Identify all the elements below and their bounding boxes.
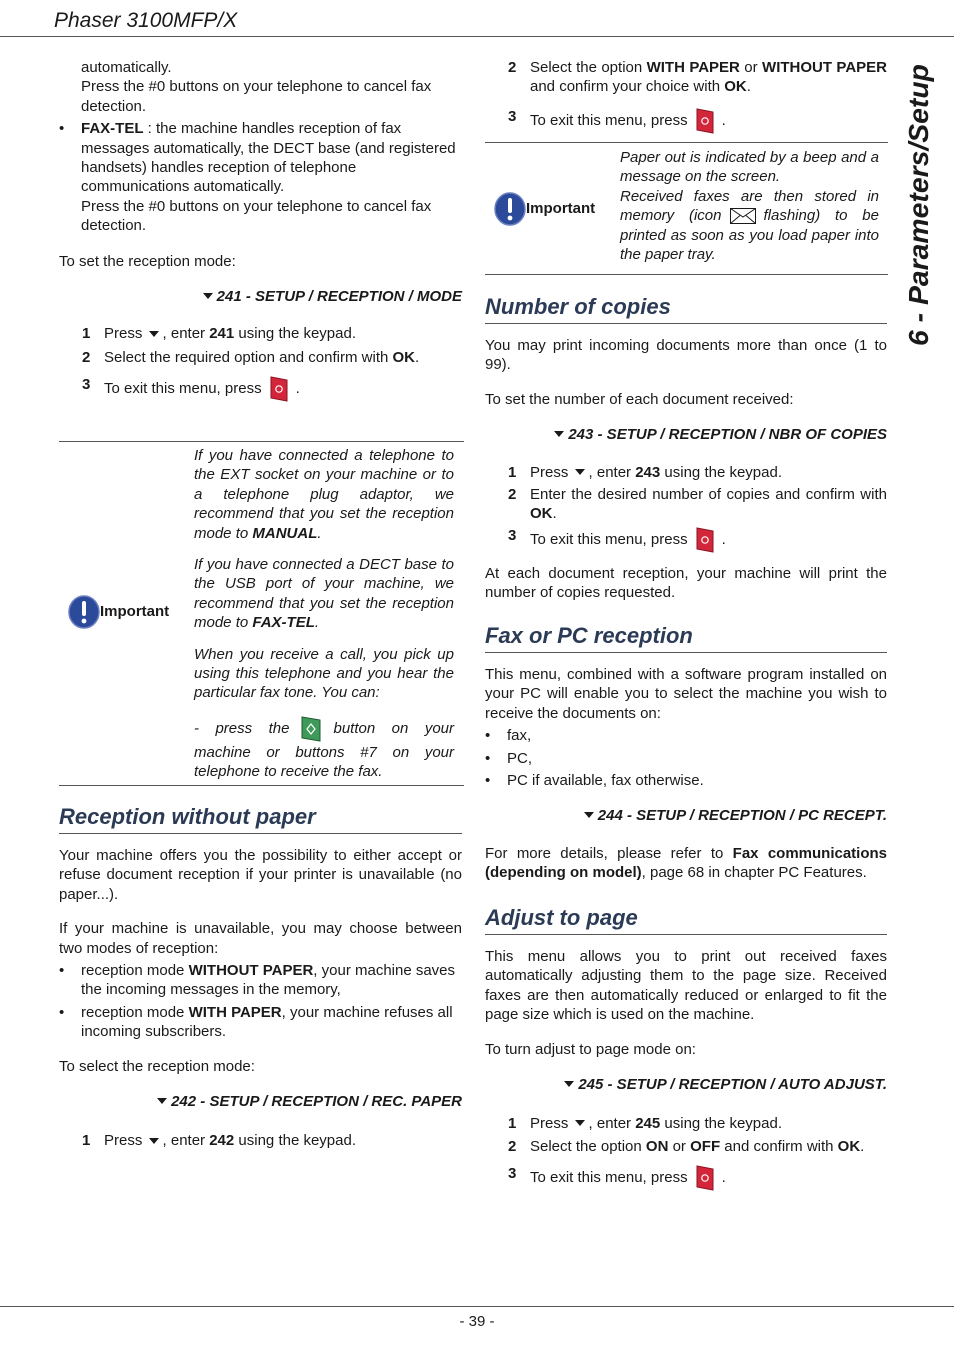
bullet-item: • PC if available, fax otherwise. bbox=[485, 772, 704, 790]
paragraph: To turn adjust to page mode on: bbox=[485, 1040, 696, 1058]
intro-cancel-note: Press the #0 buttons on your telephone to cancel fax detection. bbox=[81, 78, 432, 115]
bullet-dot: • bbox=[59, 120, 65, 138]
menu-path-244: 244 - SETUP / RECEPTION / PC RECEPT. bbox=[485, 806, 887, 825]
paragraph: This menu allows you to print out received faxes automatically adjusting them to the page size. Received faxes are then automatically reduced or enlarged to fit the page size which is used on the machine. bbox=[485, 948, 887, 1024]
chapter-side-tab bbox=[896, 60, 940, 350]
paragraph: To set the number of each document received: bbox=[485, 390, 794, 408]
down-arrow-icon bbox=[149, 1138, 159, 1144]
section-heading: Number of copies bbox=[485, 293, 887, 324]
important-label: Important bbox=[100, 603, 170, 621]
faxtel-cancel-note: Press the #0 buttons on your telephone to cancel fax detection. bbox=[81, 197, 432, 235]
important-paragraph: Paper out is indicated by a beep and a message on the screen. bbox=[620, 149, 879, 186]
paragraph: To select the reception mode: bbox=[59, 1057, 255, 1075]
important-badge bbox=[68, 595, 169, 629]
stop-key-icon bbox=[694, 526, 716, 554]
important-paragraph: If you have connected a DECT base to the USB port of your machine, we recommend that you set the reception mode to FAX-TEL. bbox=[194, 556, 454, 632]
important-icon bbox=[494, 192, 526, 226]
down-arrow-icon bbox=[584, 812, 594, 818]
faxtel-label: FAX-TEL bbox=[81, 120, 144, 138]
step-text: . bbox=[415, 348, 420, 366]
step-3: 3 To exit this menu, press . bbox=[485, 526, 887, 554]
step-3: 3 To exit this menu, press . bbox=[485, 1164, 887, 1192]
stop-key-icon bbox=[268, 375, 290, 403]
menu-code: 241 bbox=[209, 325, 235, 343]
down-arrow-icon bbox=[554, 431, 564, 437]
ok-label: OK bbox=[392, 348, 415, 366]
step-3 bbox=[59, 375, 462, 403]
stop-key-icon bbox=[694, 1164, 716, 1192]
section-reception-without-paper bbox=[59, 803, 462, 1151]
bullet-item: • reception mode WITHOUT PAPER, your machine saves the incoming messages in the memory, bbox=[59, 962, 456, 999]
paragraph: For more details, please refer to Fax communications (depending on model), page 68 in chapter PC Features. bbox=[485, 844, 888, 882]
step-2 bbox=[59, 348, 462, 367]
step-1: 1 Press , enter 243 using the keypad. bbox=[508, 463, 783, 481]
menu-path-242: 242 - SETUP / RECEPTION / REC. PAPER bbox=[59, 1092, 462, 1111]
step-1: 1 Press , enter 242 using the keypad. bbox=[82, 1132, 357, 1150]
step-text: To exit this menu, press bbox=[104, 380, 262, 398]
down-arrow-icon bbox=[564, 1081, 574, 1087]
step-text: , enter bbox=[162, 325, 210, 343]
step-number: 1 bbox=[82, 325, 91, 343]
faxtel-bullet bbox=[59, 119, 462, 235]
section-fax-or-pc-reception bbox=[485, 622, 887, 883]
important-icon bbox=[68, 595, 100, 629]
footer-divider bbox=[0, 1306, 954, 1307]
down-arrow-icon bbox=[575, 1120, 585, 1126]
step-number: 3 bbox=[82, 376, 91, 394]
page-number: - 39 - bbox=[459, 1313, 495, 1330]
important-text-paper-out bbox=[620, 148, 879, 276]
menu-path-241-text: 241 - SETUP / RECEPTION / MODE bbox=[216, 288, 462, 306]
paragraph: Your machine offers you the possibility to either accept or refuse document reception if your printer is unavailable (no paper...). bbox=[59, 847, 462, 903]
step-text: Select the required option and confirm with bbox=[104, 348, 393, 366]
step-text: . bbox=[295, 380, 300, 398]
important-text-telephone bbox=[194, 446, 454, 794]
envelope-icon bbox=[730, 208, 756, 224]
important-badge bbox=[494, 192, 595, 226]
section-heading: Fax or PC reception bbox=[485, 622, 887, 653]
bullet-item: • PC, bbox=[485, 749, 533, 767]
section-number-of-copies bbox=[485, 293, 887, 603]
document-header-title: Phaser 3100MFP/X bbox=[54, 9, 238, 32]
down-arrow-icon bbox=[575, 469, 585, 475]
section-heading: Reception without paper bbox=[59, 803, 462, 834]
step-1: 1 Press , enter 245 using the keypad. bbox=[508, 1115, 783, 1133]
down-arrow-icon bbox=[157, 1098, 167, 1104]
section-heading: Adjust to page bbox=[485, 904, 887, 935]
bullet-item: • fax, bbox=[485, 727, 532, 745]
paragraph: You may print incoming documents more than once (1 to 99). bbox=[485, 337, 887, 374]
section-adjust-to-page bbox=[485, 904, 887, 1192]
set-mode-intro: To set the reception mode: bbox=[59, 252, 236, 270]
header-divider bbox=[0, 36, 954, 37]
important-paragraph: If you have connected a telephone to the EXT socket on your machine or to a telephone plug adaptor, we recommend that you set the reception mode to MANUAL. bbox=[194, 447, 454, 542]
stop-key-icon bbox=[694, 107, 716, 135]
important-label: Important bbox=[526, 200, 596, 218]
menu-path-241 bbox=[59, 287, 462, 306]
important-paragraph: - press the button on your machine or buttons #7 on your telephone to receive the fax. bbox=[194, 715, 454, 782]
step-2: 2 Enter the desired number of copies and confirm with OK. bbox=[508, 486, 887, 523]
step-3: 3 To exit this menu, press . bbox=[485, 107, 887, 135]
intro-continuation: automatically. bbox=[81, 59, 172, 76]
step-1 bbox=[59, 324, 462, 343]
chapter-side-tab-label: 6 - Parameters/Setup bbox=[903, 67, 934, 346]
important-paragraph: Received faxes are then stored in memory (icon flashing) to be printed as soon as you load paper into the paper tray. bbox=[620, 187, 879, 264]
left-intro-block bbox=[59, 58, 462, 403]
bullet-item: • reception mode WITH PAPER, your machine refuses all incoming subscribers. bbox=[59, 1003, 453, 1041]
important-paragraph: When you receive a call, you pick up using this telephone and you hear the particular fax tone. You can: bbox=[194, 645, 454, 702]
step-2: 2 Select the option WITH PAPER or WITHOUT PAPER and confirm your choice with OK. bbox=[508, 59, 887, 96]
down-arrow-icon bbox=[149, 331, 159, 337]
step-text: Press bbox=[104, 325, 147, 343]
step-text: using the keypad. bbox=[234, 325, 357, 343]
right-top-steps bbox=[485, 58, 887, 135]
menu-path-243: 243 - SETUP / RECEPTION / NBR OF COPIES bbox=[485, 425, 887, 444]
down-arrow-icon bbox=[203, 293, 213, 299]
paragraph: This menu, combined with a software program installed on your PC will enable you to select the machine you wish to receive the documents on: bbox=[485, 666, 887, 722]
step-number: 2 bbox=[82, 348, 91, 366]
menu-path-245: 245 - SETUP / RECEPTION / AUTO ADJUST. bbox=[485, 1075, 887, 1094]
faxtel-description: : the machine handles reception of fax messages automatically, the DECT base (and registered handsets) handles reception of telephone communications automatically. bbox=[81, 120, 456, 196]
cross-reference-link[interactable]: Fax communications (depending on model) bbox=[485, 844, 888, 882]
ok-key-icon bbox=[299, 715, 323, 743]
paragraph: At each document reception, your machine will print the number of copies requested. bbox=[485, 564, 887, 602]
step-2: 2 Select the option ON or OFF and confirm with OK. bbox=[508, 1137, 865, 1155]
paragraph: If your machine is unavailable, you may choose between two modes of reception: bbox=[59, 920, 462, 957]
